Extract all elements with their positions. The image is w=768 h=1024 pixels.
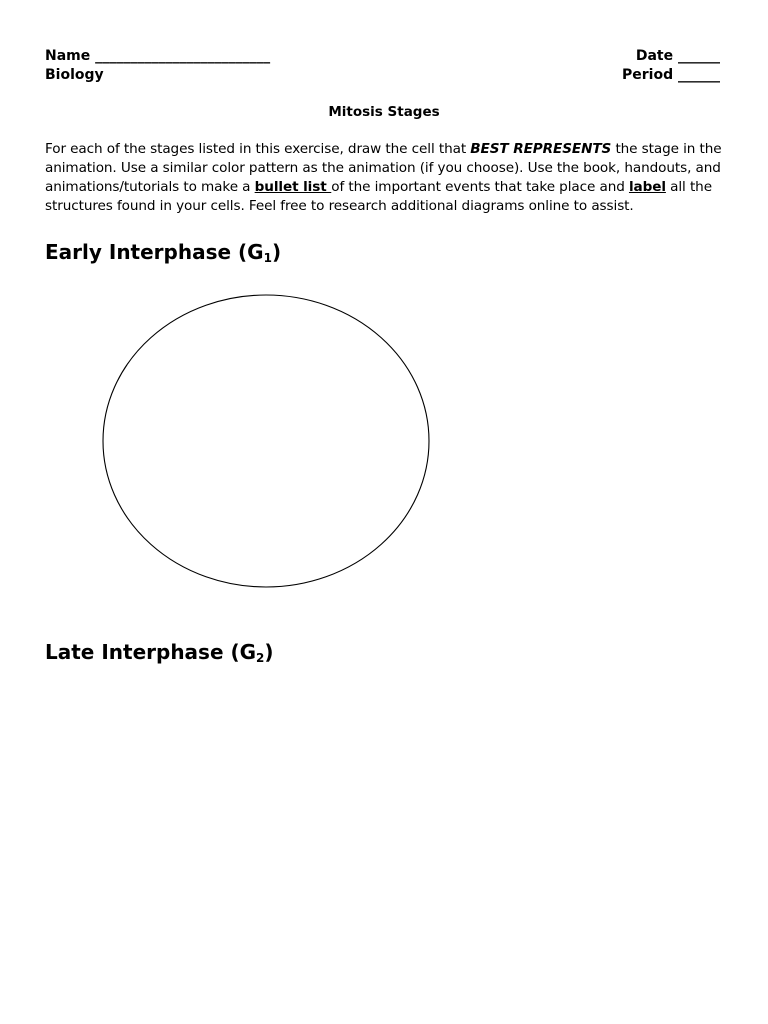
date-label: Date <box>635 48 674 64</box>
page-title: Mitosis Stages <box>328 104 440 120</box>
instructions-part2: the stage in the animation. Use a similar color pattern as the animation (if you choose). Use the book, handouts, and animations/tutorials to make a <box>45 141 722 195</box>
stage-close: ) <box>264 640 274 664</box>
instructions-bullet-list: bullet list <box>254 179 332 195</box>
instructions-part4: all the structures found in your cells. Feel free to research additional diagrams online to assist. <box>45 179 712 214</box>
date-blank: ______ <box>678 48 720 64</box>
stage-name: Late Interphase (G <box>45 640 257 664</box>
cell-outline <box>103 295 429 587</box>
subject-label: Biology <box>45 67 104 83</box>
instructions-emphasis: BEST REPRESENTS <box>470 141 612 157</box>
stage-heading-late-interphase <box>45 640 274 665</box>
name-label: Name <box>45 48 91 64</box>
stage-subscript: 1 <box>263 251 272 265</box>
stage-subscript: 2 <box>256 651 265 665</box>
period-blank: ______ <box>678 67 720 83</box>
instructions-part1: For each of the stages listed in this exercise, draw the cell that <box>45 141 471 157</box>
period-label: Period <box>622 67 674 83</box>
name-blank: _________________________ <box>95 48 271 64</box>
instructions-part3: of the important events that take place and <box>331 179 629 195</box>
instructions-label: label <box>628 179 666 195</box>
stage-name: Early Interphase (G <box>45 240 264 264</box>
stage-close: ) <box>271 240 282 264</box>
